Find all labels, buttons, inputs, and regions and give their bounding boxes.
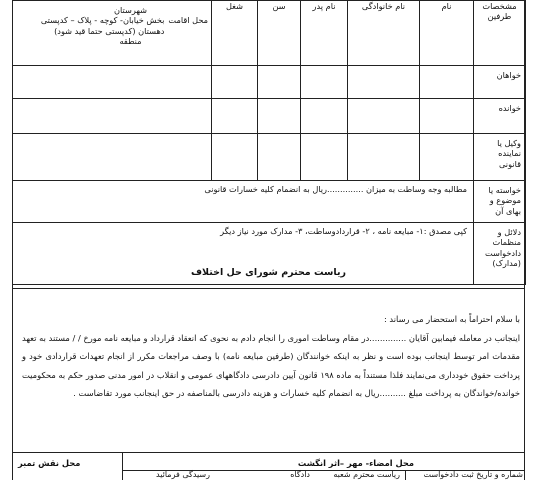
evidence-label: دلائل و منظمات دادخواست (مدارک) [474,223,526,285]
demand-text: مطالبه وجه وساطت به میزان ..............ریال به انضمام کلیه خسارات قانونی [13,181,474,223]
footer-branch-head: ریاست محترم شعبه [333,470,400,479]
evidence-text: کپی مصدق :۱- مبایعه نامه ، ۲- قراردادوساطت، ۳- مدارک مورد نیاز دیگر [13,223,474,285]
header-name: نام [420,1,474,66]
demand-label: خواسته یا موضوع و بهای آن [474,181,526,223]
stamp-label: محل نقش تمبر [18,458,81,468]
footer-registration: شماره و تاریخ ثبت دادخواست [423,470,523,479]
header-age: سن [258,1,301,66]
footer-court: دادگاه [290,470,310,479]
header-job: شغل [212,1,258,66]
petition-paragraph: اینجانب در معامله فیمابین آقایان ..............در مقام وساطت اموری را انجام دادم به نحوی که انعقاد قرارداد و مبایعه نامه مورخ / / مستند به تعهد مقدمات امر توسط اینجانب بوده است و نظر به اینکه خوانندگان (طرفین مبایعه نامه) با وصف مراجعات مکرر از انجام تعهدات قراردادی خود و پرداخت حقوق خودداری می‌نمایند فلذا مستنداً به ماده ۱۹۸ قانون آیین دادرسی دادگاههای عمومی و انقلاب در امور مدنی صدور حکم به محکومیت خوانده/خواندگان به پرداخت مبلغ ..........ریال به انضمام کلیه خسارات و هزینه دادرسی بالمناصفه در حق اینجانب مورد تقاضاست . [22,332,520,398]
header-father: نام پدر [301,1,348,66]
address-line2: بخش خیابان- کوچه - پلاک – کدپستی دهستان (کدپستی حتما قید شود) [40,15,165,36]
claimant-label: خواهان [474,66,526,99]
signature-label: محل امضاء- مهر –اثر انگشت [297,458,414,468]
footer-refer: رسیدگی فرمائید [156,470,210,479]
header-family: نام خانوادگی [348,1,420,66]
defendant-label: خوانده [474,99,526,134]
form-title-text: ریاست محترم شورای حل اختلاف [191,267,346,278]
page-frame [12,0,525,480]
header-residence: محل اقامت [168,15,208,26]
address-line3: منطقه [119,35,142,46]
address-line1: شهرستان [114,5,147,15]
greeting-text: با سلام احتراماً به استحضار می رساند : [383,314,520,324]
header-specs: مشخصات طرفین [474,1,526,66]
attorney-label: وکیل یا نماینده قانونی [474,134,526,181]
